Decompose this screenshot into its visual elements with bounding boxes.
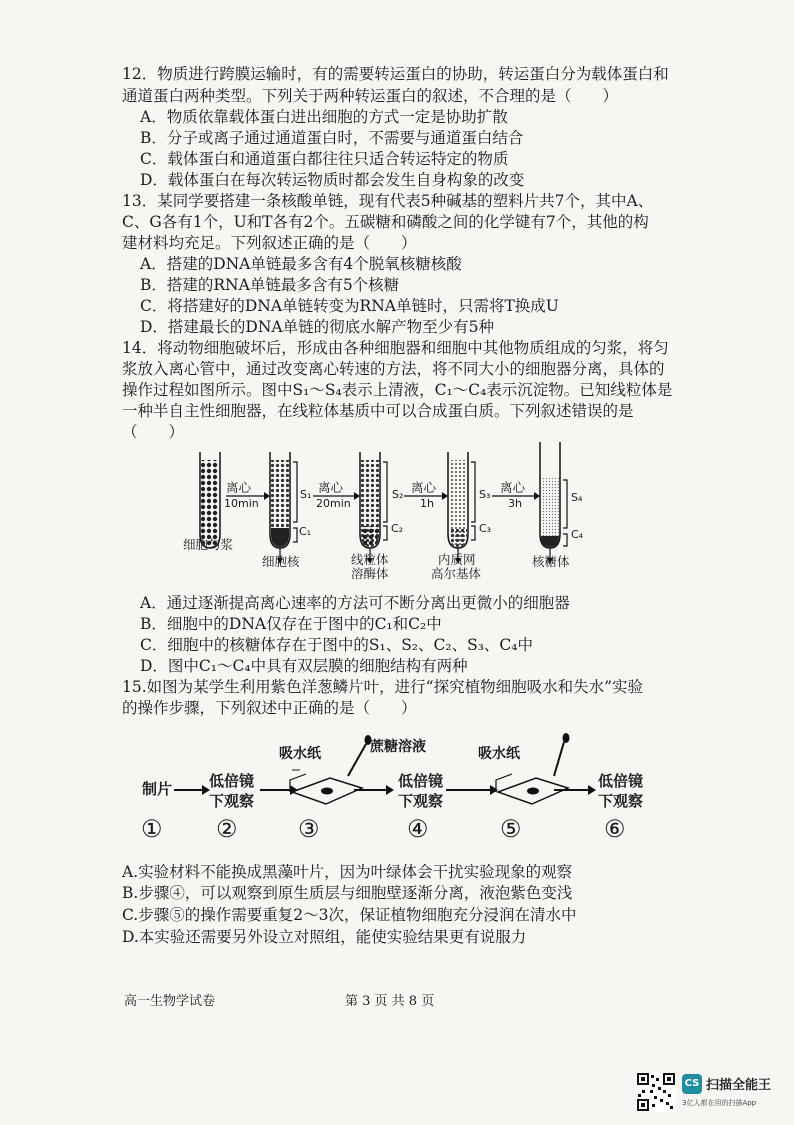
- q14-option-b: B．细胞中的DNA仅存在于图中的C₁和C₂中: [140, 615, 442, 633]
- tube-4: [540, 442, 560, 548]
- q15-stem-line-2: 的操作步骤，下列叙述中正确的是（ ）: [122, 699, 417, 717]
- camscanner-name: 扫描全能王: [706, 1078, 772, 1093]
- step-number-1: ①: [141, 815, 163, 843]
- tube-3: [448, 452, 468, 548]
- step-4-line-2: 下观察: [398, 792, 444, 810]
- s4-label: S₄: [571, 491, 583, 504]
- slide-step-5: [496, 733, 570, 804]
- c1-label: C₁: [299, 525, 312, 538]
- q14-option-a: A．通过逐渐提高离心速率的方法可不断分离出更微小的细胞器: [140, 594, 570, 612]
- camscanner-tagline: 3亿人都在用的扫描App: [682, 1099, 757, 1107]
- camscanner-logo: CS: [682, 1074, 702, 1094]
- c3-label: C₃: [479, 522, 492, 535]
- q14-option-d: D．图中C₁～C₄中具有双层膜的细胞结构有两种: [140, 657, 468, 675]
- arrow-3-top: 离心: [411, 480, 437, 495]
- q13-stem-line-1: 13．某同学要搭建一条核酸单链，现有代表5种碱基的塑料片共7个，其中A、: [122, 192, 654, 210]
- q12-stem-line-2: 通道蛋白两种类型。下列关于两种转运蛋白的叙述，不合理的是（ ）: [122, 87, 619, 105]
- arrow-4-top: 离心: [500, 480, 526, 495]
- q14-stem-line-3: 操作过程如图所示。图中S₁～S₄表示上清液，C₁～C₄表示沉淀物。已知线粒体是: [122, 381, 673, 399]
- q14-option-c: C．细胞中的核糖体存在于图中的S₁、S₂、C₂、S₃、C₄中: [140, 636, 534, 654]
- step-number-3: ③: [298, 815, 320, 843]
- c4-label: C₄: [571, 528, 584, 541]
- step-6-line-1: 低倍镜: [598, 772, 644, 790]
- blotting-paper-label-2: 吸水纸: [478, 746, 520, 762]
- footer-subject: 高一生物学试卷: [124, 994, 216, 1009]
- step-6-line-2: 下观察: [598, 792, 644, 810]
- q12-stem-line-1: 12．物质进行跨膜运输时，有的需要转运蛋白的协助，转运蛋白分为载体蛋白和: [122, 65, 669, 83]
- q14-stem-line-2: 浆放入离心管中，通过改变离心转速的方法，将不同大小的细胞器分离，具体的: [122, 360, 665, 378]
- q15-option-a: A.实验材料不能换成黑藻叶片，因为叶绿体会干扰实验现象的观察: [122, 863, 573, 881]
- product-golgi: 高尔基体: [431, 566, 482, 581]
- q14-stem-line-1: 14．将动物细胞破坏后，形成由各种细胞器和细胞中其他物质组成的匀浆，将匀: [122, 339, 669, 357]
- product-lysosome: 溶酶体: [351, 566, 389, 581]
- step-2-line-1: 低倍镜: [209, 772, 255, 790]
- step-number-5: ⑤: [500, 815, 522, 843]
- q12-option-c: C．载体蛋白和通道蛋白都往往只适合转运特定的物质: [140, 150, 509, 168]
- step-number-6: ⑥: [604, 815, 626, 843]
- q12-option-d: D．载体蛋白在每次转运物质时都会发生自身构象的改变: [140, 171, 525, 189]
- arrow-1-top: 离心: [226, 480, 252, 495]
- blotting-paper-label-1: 吸水纸: [279, 746, 321, 762]
- tube-2: [360, 452, 380, 548]
- q14-stem-line-4: 一种半自主性细胞器，在线粒体基质中可以合成蛋白质。下列叙述错误的是: [122, 402, 634, 420]
- s2-label: S₂: [392, 488, 404, 501]
- qr-code-icon: [636, 1072, 676, 1112]
- step-4-line-1: 低倍镜: [398, 772, 444, 790]
- q14-stem-line-5: （ ）: [122, 423, 185, 441]
- q13-stem-line-2: C、G各有1个，U和T各有2个。五碳糖和磷酸之间的化学键有7个，其他的构: [122, 213, 649, 231]
- arrow-4-bottom: 3h: [508, 497, 522, 510]
- q15-stem-line-1: 15.如图为某学生利用紫色洋葱鳞片叶，进行“探究植物细胞吸水和失水”实验: [122, 678, 644, 696]
- arrow-2-bottom: 20min: [316, 497, 351, 510]
- q13-option-c: C．将搭建好的DNA单链转变为RNA单链时，只需将T换成U: [140, 297, 559, 315]
- arrow-3-bottom: 1h: [420, 497, 434, 510]
- q15-option-c: C.步骤⑤的操作需要重复2～3次，保证植物细胞充分浸润在清水中: [122, 906, 577, 924]
- product-mitochondria: 线粒体: [351, 552, 389, 567]
- step-number-4: ④: [407, 815, 429, 843]
- q15-option-b: B.步骤④，可以观察到原生质层与细胞壁逐渐分离，液泡紫色变浅: [122, 884, 573, 902]
- product-er: 内质网: [438, 552, 476, 567]
- sucrose-solution-label: 蔗糖溶液: [370, 739, 426, 755]
- q13-option-a: A．搭建的DNA单链最多含有4个脱氧核糖核酸: [140, 255, 462, 273]
- q15-option-d: D.本实验还需要另外设立对照组，能使实验结果更有说服力: [122, 928, 527, 946]
- s1-label: S₁: [300, 488, 312, 501]
- product-ribosome: 核糖体: [532, 554, 570, 569]
- tube-1: [270, 452, 290, 548]
- s3-label: S₃: [479, 488, 491, 501]
- c2-label: C₂: [391, 522, 404, 535]
- q13-option-b: B．搭建的RNA单链最多含有5个核糖: [140, 276, 400, 294]
- footer-page-number: 第 3 页 共 8 页: [345, 994, 435, 1009]
- q13-option-d: D．搭建最长的DNA单链的彻底水解产物至少有5种: [140, 318, 494, 336]
- arrow-1-bottom: 10min: [224, 497, 259, 510]
- arrow-2-top: 离心: [318, 480, 344, 495]
- q12-option-b: B．分子或离子通过通道蛋白时，不需要与通道蛋白结合: [140, 129, 524, 147]
- tube-homogenate: [200, 452, 220, 548]
- q12-option-a: A．物质依靠载体蛋白进出细胞的方式一定是协助扩散: [140, 108, 508, 126]
- step-make-slide: 制片: [142, 780, 173, 798]
- homogenate-label: 细胞匀浆: [183, 537, 234, 552]
- step-2-line-2: 下观察: [209, 792, 255, 810]
- step-number-2: ②: [216, 815, 238, 843]
- product-nucleus: 细胞核: [262, 554, 300, 569]
- q13-stem-line-3: 建材料均充足。下列叙述正确的是（ ）: [122, 234, 417, 252]
